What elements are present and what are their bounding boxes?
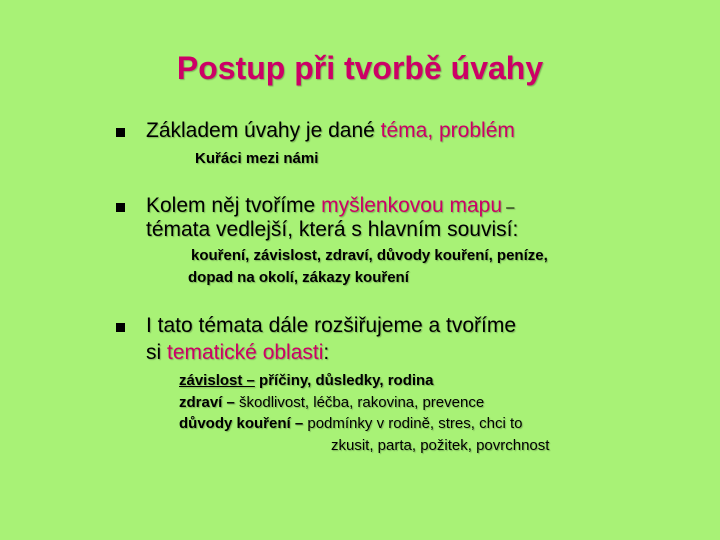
bullet-1-sub-1: Kuřáci mezi námi xyxy=(195,150,319,167)
bullet-3-sub-3-label: důvody kouření – xyxy=(179,415,304,432)
bullet-2-line-1 xyxy=(146,194,515,218)
bullet-3-sub-3 xyxy=(179,415,522,432)
bullet-1-plain: Základem úvahy je dané xyxy=(146,119,381,142)
bullet-marker-2 xyxy=(116,203,125,212)
bullet-3-accent: tematické oblasti xyxy=(167,341,324,364)
bullet-3-sub-4-text: zkusit, parta, požitek, povrchnost xyxy=(331,437,550,454)
bullet-3-plain: si xyxy=(146,341,167,364)
bullet-3-sub-3-text: podmínky v rodině, stres, chci to xyxy=(303,415,523,432)
bullet-2-dash: – xyxy=(502,199,515,216)
bullet-marker-3 xyxy=(116,323,125,332)
bullet-3-line-1: I tato témata dále rozšiřujeme a tvoříme xyxy=(146,314,516,337)
bullet-3-sub-2 xyxy=(179,394,484,411)
bullet-3-sub-1-label: závislost – xyxy=(179,372,255,389)
bullet-3-sub-1-text: příčiny, důsledky, rodina xyxy=(254,372,434,389)
bullet-2-line-2: témata vedlejší, která s hlavním souvisí: xyxy=(146,218,519,241)
bullet-2-sub-2: dopad na okolí, zákazy kouření xyxy=(188,269,409,286)
bullet-3-colon: : xyxy=(323,341,330,364)
bullet-1-text xyxy=(146,119,515,143)
bullet-3-sub-4 xyxy=(331,437,549,454)
slide-title: Postup při tvorbě úvahy xyxy=(176,50,544,86)
bullet-1-accent: téma, problém xyxy=(380,119,515,142)
bullet-2-plain: Kolem něj tvoříme xyxy=(146,194,322,217)
bullet-2-accent: myšlenkovou mapu xyxy=(321,194,502,217)
bullet-3-line-2 xyxy=(146,341,329,365)
bullet-2-sub-1: kouření, závislost, zdraví, důvody kouření, peníze, xyxy=(191,247,548,264)
bullet-3-sub-2-label: zdraví – xyxy=(179,394,235,411)
bullet-marker-1 xyxy=(116,128,125,137)
bullet-3-sub-2-text: škodlivost, léčba, rakovina, prevence xyxy=(234,394,485,411)
bullet-3-sub-1 xyxy=(179,372,434,389)
